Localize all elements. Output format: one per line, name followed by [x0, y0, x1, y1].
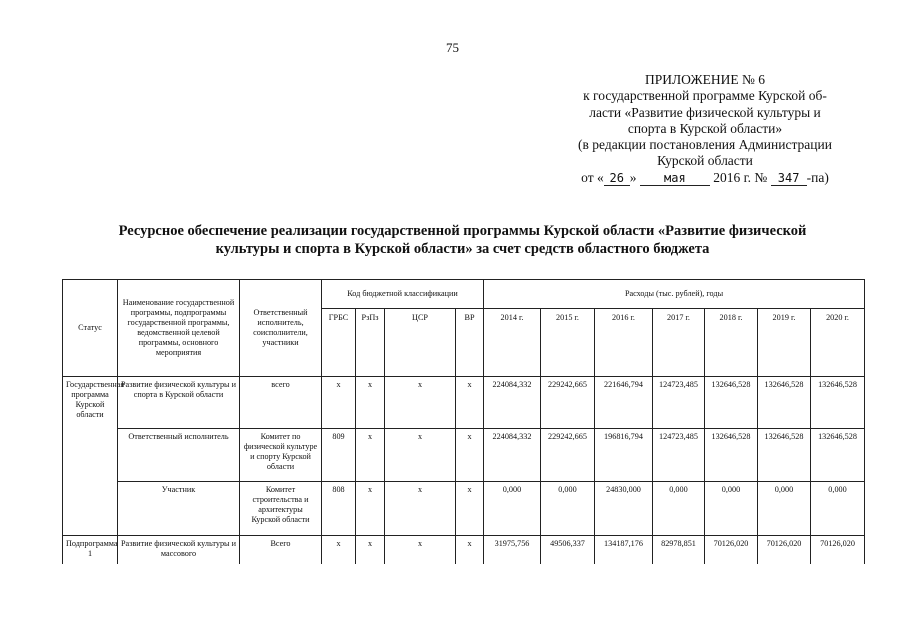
document-title-line-2: культуры и спорта в Курской области» за счет средств областного бюджета	[215, 241, 710, 257]
header-grbs: ГРБС	[322, 309, 356, 377]
value-cell: 196816,794	[595, 429, 653, 482]
header-year: 2019 г.	[758, 309, 811, 377]
csr-cell: х	[385, 482, 456, 536]
executor-cell: Комитет по физической культуре и спорту Курской области	[240, 429, 322, 482]
value-cell: 132646,528	[811, 377, 865, 429]
value-cell: 70126,020	[811, 536, 865, 565]
date-day: 26	[604, 172, 630, 186]
csr-cell: х	[385, 429, 456, 482]
value-cell: 229242,665	[541, 429, 595, 482]
rzpr-cell: х	[356, 482, 385, 536]
appendix-line-2: ласти «Развитие физической культуры и	[589, 104, 821, 120]
vr-cell: х	[456, 429, 484, 482]
value-cell: 70126,020	[705, 536, 758, 565]
value-cell: 224084,332	[484, 377, 541, 429]
value-cell: 221646,794	[595, 377, 653, 429]
value-cell: 134187,176	[595, 536, 653, 565]
value-cell: 70126,020	[758, 536, 811, 565]
csr-cell: х	[385, 536, 456, 565]
header-csr: ЦСР	[385, 309, 456, 377]
header-year: 2014 г.	[484, 309, 541, 377]
name-cell: Развитие физической культуры и массового	[118, 536, 240, 565]
header-year: 2015 г.	[541, 309, 595, 377]
value-cell: 31975,756	[484, 536, 541, 565]
appendix-date-line	[540, 170, 870, 186]
executor-cell: Всего	[240, 536, 322, 565]
appendix-title: ПРИЛОЖЕНИЕ № 6	[644, 72, 766, 87]
executor-cell: Комитет строительства и архитектуры Курской области	[240, 482, 322, 536]
name-cell: Развитие физической культуры и спорта в Курской области	[118, 377, 240, 429]
value-cell: 0,000	[653, 482, 705, 536]
table-row	[63, 429, 865, 482]
vr-cell: х	[456, 482, 484, 536]
grbs-cell: 808	[322, 482, 356, 536]
date-year: 2016 г. №	[713, 169, 768, 185]
header-rzpr: РзПз	[356, 309, 385, 377]
grbs-cell: х	[322, 377, 356, 429]
value-cell: 0,000	[705, 482, 758, 536]
appendix-block	[540, 72, 870, 186]
value-cell: 224084,332	[484, 429, 541, 482]
document-number: 347	[771, 172, 807, 186]
csr-cell: х	[385, 377, 456, 429]
rzpr-cell: х	[356, 429, 385, 482]
vr-cell: х	[456, 536, 484, 565]
value-cell: 132646,528	[758, 429, 811, 482]
table-row	[63, 377, 865, 429]
budget-table	[62, 279, 865, 564]
header-year: 2017 г.	[653, 309, 705, 377]
header-year: 2018 г.	[705, 309, 758, 377]
grbs-cell: 809	[322, 429, 356, 482]
document-title-line-1: Ресурсное обеспечение реализации государственной программы Курской области «Развитие физической	[118, 223, 807, 239]
date-month: мая	[640, 172, 710, 186]
value-cell: 0,000	[758, 482, 811, 536]
date-prefix: от «	[581, 169, 604, 185]
name-cell: Ответственный исполнитель	[118, 429, 240, 482]
date-suffix: -па)	[806, 169, 829, 185]
executor-cell: всего	[240, 377, 322, 429]
appendix-line-4: (в редакции постановления Администрации	[578, 137, 832, 153]
value-cell: 0,000	[811, 482, 865, 536]
table-row	[63, 482, 865, 536]
header-vr: ВР	[456, 309, 484, 377]
header-name: Наименование государственной программы, подпрограммы государственной программы, ведомственной целевой программы, основного мероприятия	[118, 280, 240, 377]
header-year: 2020 г.	[811, 309, 865, 377]
value-cell: 24830,000	[595, 482, 653, 536]
table-row	[63, 536, 865, 565]
rzpr-cell: х	[356, 377, 385, 429]
header-status: Статус	[63, 280, 118, 377]
value-cell: 0,000	[484, 482, 541, 536]
value-cell: 124723,485	[653, 377, 705, 429]
value-cell: 132646,528	[705, 377, 758, 429]
vr-cell: х	[456, 377, 484, 429]
date-mid: »	[629, 169, 637, 185]
appendix-line-5: Курской области	[657, 153, 753, 169]
value-cell: 132646,528	[811, 429, 865, 482]
status-cell: Государственная программа Курской области	[63, 377, 118, 536]
name-cell: Участник	[118, 482, 240, 536]
value-cell: 124723,485	[653, 429, 705, 482]
value-cell: 49506,337	[541, 536, 595, 565]
header-year: 2016 г.	[595, 309, 653, 377]
status-cell: Подпрограмма 1	[63, 536, 118, 565]
document-title	[90, 222, 835, 258]
appendix-line-1: к государственной программе Курской об-	[583, 88, 827, 104]
value-cell: 229242,665	[541, 377, 595, 429]
value-cell: 0,000	[541, 482, 595, 536]
page-number: 75	[446, 40, 459, 55]
appendix-line-3: спорта в Курской области»	[627, 120, 783, 136]
header-executor: Ответственный исполнитель, соисполнители, участники	[240, 280, 322, 377]
rzpr-cell: х	[356, 536, 385, 565]
value-cell: 132646,528	[758, 377, 811, 429]
value-cell: 82978,851	[653, 536, 705, 565]
grbs-cell: х	[322, 536, 356, 565]
value-cell: 132646,528	[705, 429, 758, 482]
header-expenses: Расходы (тыс. рублей), годы	[484, 280, 865, 309]
header-budget-code: Код бюджетной классификации	[322, 280, 484, 309]
